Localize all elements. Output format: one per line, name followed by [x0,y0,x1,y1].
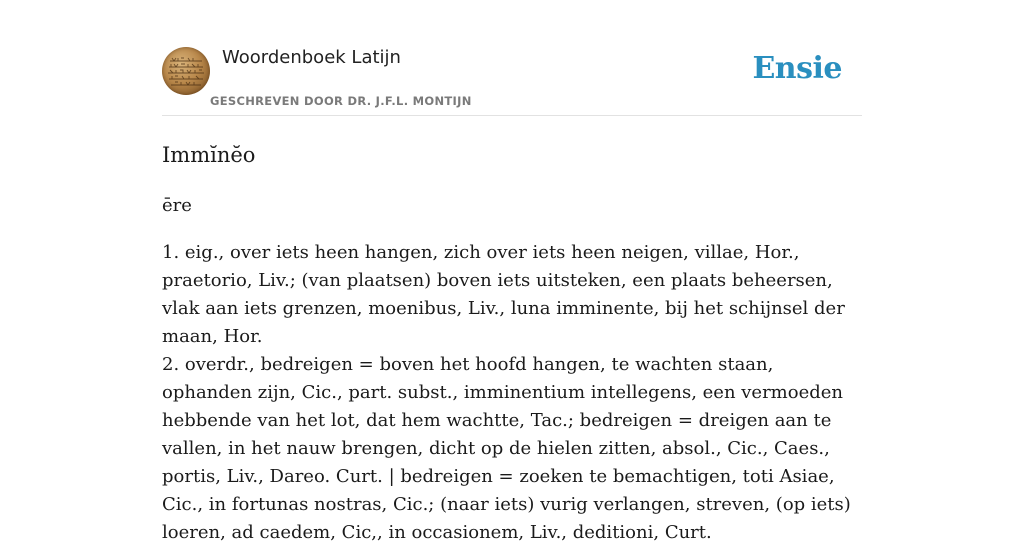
entry-grammar: ēre [162,195,192,216]
entry-headword: Immĭnĕo [162,143,256,167]
entry-definition [162,239,867,547]
header [162,0,862,116]
definition-paragraph-2: 2. overdr., bedreigen = boven het hoofd hangen, te wachten staan, ophanden zijn, Cic., part. subst., imminentium intellegens, een vermoeden hebbende van het lot, dat hem wachtte, Tac.; bedreigen = dreigen aan te vallen, in het nauw brengen, dicht op de hielen zitten, absol., Cic., Caes., portis, Liv., Dareo. Curt. | bedreigen = zoeken te bemachtigen, toti Asiae, Cic., in fortunas nostras, Cic.; (naar iets) vurig verlangen, streven, (op iets) loeren, ad caedem, Cic,, in occasionem, Liv., deditioni, Curt. [162,354,851,543]
author-byline: GESCHREVEN DOOR DR. J.F.L. MONTIJN [210,94,472,108]
brand-logo[interactable]: Ensie [752,51,842,86]
latin-inscription-coin-icon[interactable] [162,47,210,95]
book-title[interactable]: Woordenboek Latijn [222,47,401,68]
page-container [162,0,862,543]
definition-paragraph-1: 1. eig., over iets heen hangen, zich over iets heen neigen, villae, Hor., praetorio, Liv.; (van plaatsen) boven iets uitsteken, een plaats beheersen, vlak aan iets grenzen, moenibus, Liv., luna imminente, bij het schijnsel der maan, Hor. [162,242,845,347]
